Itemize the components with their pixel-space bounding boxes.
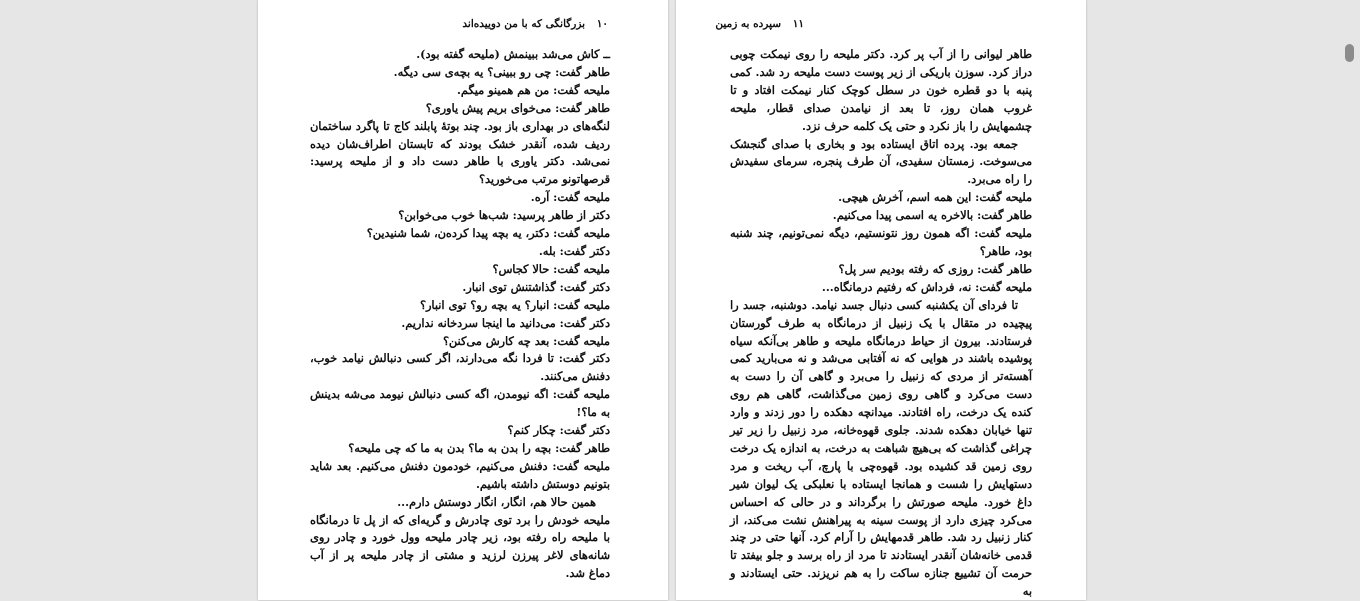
running-title: بزرگانگی که با من دوییده‌اند [462, 18, 586, 30]
paragraph: ملیحه گفت: این همه اسم، آخرش هیچی. [838, 190, 1032, 205]
paragraph: ملیحه گفت: بعد چه کارش می‌کنن؟ [442, 333, 610, 348]
paragraph: ملیحه گفت: دکتر، یه بچه پیدا کرده‌ن، شما شنیدین؟ [366, 226, 610, 241]
book-page-right [676, 0, 1086, 600]
paragraph: جمعه بود. پرده اتاق ایستاده بود و بخاری با صدای گنجشک می‌سوخت. زمستان سفیدی، آن طرف پنجره، سرمای سفیدش را راه می‌برد. [730, 136, 1032, 187]
paragraph: ملیحه گفت: من هم همینو میگم. [457, 82, 610, 97]
paragraph: ملیحه گفت: حالا کجاس؟ [492, 261, 610, 276]
paragraph: دکتر گفت: می‌دانید ما اینجا سردخانه نداریم. [401, 315, 610, 330]
paragraph: طاهر گفت: روزی که رفته بودیم سر پل؟ [838, 261, 1032, 276]
page-header [715, 18, 804, 30]
paragraph: لنگه‌های در بهداری باز بود. چند بوتهٔ پابلند کاج تا پاگرد ساختمان ردیف شده، آنقدر خشک بودند که تابستان اطراف‌شان دیده نمی‌شد. دکتر یاوری با طاهر دست داد و از ملیحه پرسید: قرصهاتونو مرتب می‌خورید؟ [310, 118, 610, 187]
paragraph: طاهر لیوانی را از آب پر کرد. دکتر ملیحه را روی نیمکت چوبی دراز کرد. سوزن باریکی از زیر پوست دست ملیحه رد شد. کمی پنبه با دو قطره خون در سطل کوچک کنار نیمکت افتاد و تا غروب همان روز، تا بعد از نیامدن صدای قطار، ملیحه چشمهایش را باز نکرد و حتی یک کلمه حرف نزد. [730, 47, 1032, 133]
running-title: سپرده به زمین [715, 18, 782, 30]
paragraph: ملیحه گفت: انبار؟ یه بچه رو؟ توی انبار؟ [419, 297, 610, 312]
page-number: ۱۰ [596, 18, 608, 30]
paragraph: طاهر گفت: می‌خوای بریم پیش یاوری؟ [425, 100, 610, 115]
paragraph: ملیحه گفت: آره. [530, 190, 610, 205]
paragraph: دکتر گفت: تا فردا نگه می‌دارند، اگر کسی دنبالش نیامد خوب، دفنش می‌کنند. [310, 351, 610, 384]
paragraph: دکتر گفت: بله. [538, 243, 610, 258]
book-page-left [258, 0, 668, 600]
vertical-scrollbar[interactable] [1340, 0, 1360, 581]
page-body [730, 46, 1032, 601]
page-body [310, 46, 610, 583]
page-header [462, 18, 608, 30]
paragraph: طاهر گفت: بچه را بدن به ما؟ بدن به ما که چی ملیحه؟ [348, 440, 610, 455]
paragraph: همین حالا هم، انگار، انگار دوستش دارم... [397, 494, 596, 509]
paragraph: دکتر از طاهر پرسید: شب‌ها خوب می‌خوابن؟ [398, 208, 610, 223]
paragraph: ملیحه گفت: دفنش می‌کنیم، خودمون دفنش می‌کنیم. بعد شاید بتونیم دوستش داشته باشیم. [310, 458, 610, 491]
scrollbar-thumb[interactable] [1345, 44, 1354, 62]
paragraph: دکتر گفت: گذاشتنش توی انبار. [462, 279, 610, 294]
paragraph: ــ کاش می‌شد ببینمش (ملیحه گفته بود). [416, 47, 610, 61]
page-number: ۱۱ [792, 18, 804, 30]
paragraph: ملیحه گفت: نه، فرداش که رفتیم درمانگاه... [821, 279, 1032, 294]
paragraph: ملیحه گفت: اگه همون روز نتونستیم، دیگه نمی‌تونیم، چند شنبه بود، طاهر؟ [730, 226, 1032, 258]
paragraph: دکتر گفت: چکار کنم؟ [507, 423, 610, 438]
paragraph: ملیحه گفت: اگه نیومدن، اگه کسی دنبالش نیومد می‌شه بدینش به ما؟! [310, 387, 610, 420]
paragraph: طاهر گفت: بالاخره یه اسمی پیدا می‌کنیم. [832, 208, 1032, 223]
paragraph: ملیحه خودش را برد توی چادرش و گریه‌ای که از پل تا درمانگاه با ملیحه راه رفته بود، زیر چادر ملیحه وول خورد و چادر روی شانه‌های لاغر پیرزن لرزید و مشتی از چادر ملیحه پر از آب دماغ شد. [310, 512, 610, 581]
paragraph: طاهر گفت: چی رو ببینی؟ یه بچه‌ی سی دیگه. [393, 64, 610, 79]
paragraph: تا فردای آن یکشنبه کسی دنبال جسد نیامد. دوشنبه، جسد را پیچیده در متقال با یک زنبیل از درمانگاه به طرف گورستان فرستادند. بیرون از حیاط درمانگاه ملیحه و طاهر بی‌آنکه سیاه پوشیده باشند در هوایی که نه آفتابی می‌شد و نه می‌بارید کمی آهسته‌تر از مردی که زنبیل را می‌برد و گاهی آن را دست به دست می‌کرد و گاهی روی زمین می‌گذاشت، گاهی هم روی کنده یک درخت، راه افتادند. میدانچه دهکده را دور زدند و وارد تنها خیابان دهکده شدند. جلوی قهوه‌خانه، مرد زنبیل را زیر تیر چراغی گذاشت که بی‌هیچ شباهت به درخت، به اندازه یک درخت روی زمین قد کشیده بود. قهوه‌چی با پارچ، آب ریخت و مرد دستهایش را شست و همانجا ایستاده با نعلبکی یک لیوان شیر داغ خورد. ملیحه صورتش را برگرداند و در حالی که احساس می‌کرد چیزی دارد از پوست سینه به پیراهنش نشت می‌کند، از کنار زنبیل رد شد. طاهر قدمهایش را آرام کرد. آنها حتی در چند قدمی خانه‌شان آنقدر ایستادند تا مرد از راه برسد و جلو بیفتد تا حرمت آن تشییع جنازه ساکت را به هم نریزند. حتی ایستادند و به [730, 297, 1032, 599]
